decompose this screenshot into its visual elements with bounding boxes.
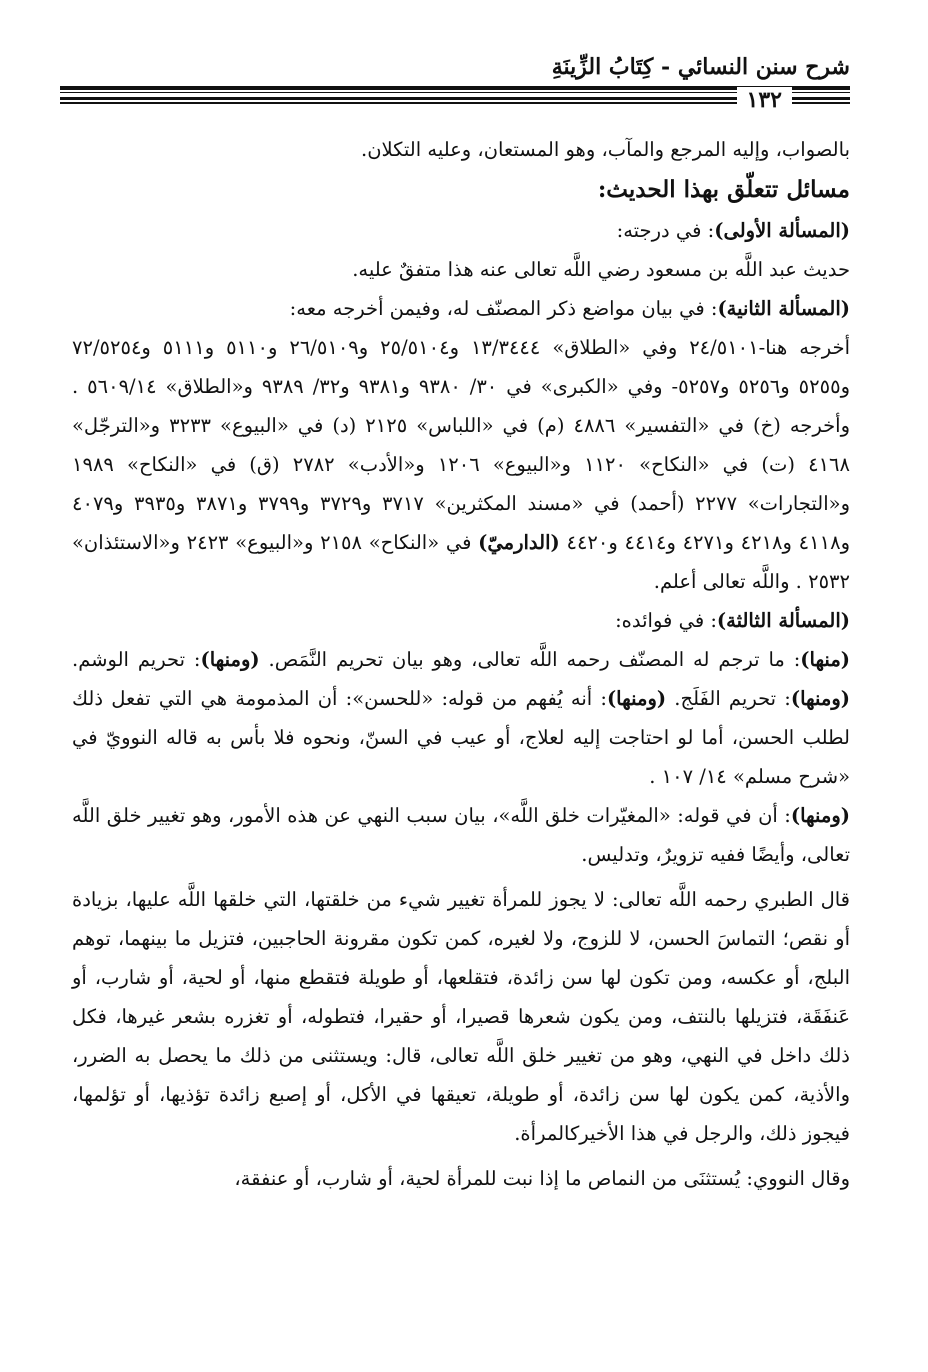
issue-one-title: : في درجته: xyxy=(616,219,715,242)
benefit-text: : أن في قوله: «المغيّرات خلق اللَّه»، بيان سبب النهي عن هذه الأمور، وهو تغيير خلق اللَّه تعالى، وأيضًا ففيه تزويرٌ، وتدليس. xyxy=(72,804,850,866)
tabari-quote: قال الطبري رحمه اللَّه تعالى: لا يجوز للمرأة تغيير شيء من خلقتها، التي خلقها اللَّه عليها، بزيادة أو نقص؛ التماسَ الحسن، لا للزوج، ولا لغيره، كمن تكون مقرونة الحاجبين، فتزيل ما بينهما، توهم البلج، أو عكسه، ومن تكون لها سن زائدة، فتقلعها، أو طويلة فتقطع منها، أو لحية، أو شارب، أو عَنفَقَة، فتزيلها بالنتف، ومن يكون شعرها قصيرا، أو حقيرا، فتطوله، أو تغزره بشعر غيرها، فكل ذلك داخل في النهي، وهو من تغيير خلق اللَّه تعالى، قال: ويستثنى من ذلك ما يحصل به الضرر، والأذية، كمن يكون لها سن زائدة، أو طويلة، تعيقها في الأكل، أو إصبع زائدة تؤذيها، أو تؤلمها، فيجوز ذلك، والرجل في هذا الأخيركالمرأة. xyxy=(72,888,850,1145)
issue-three-label: (المسألة الثالثة) xyxy=(716,609,850,632)
issue-one-body: حديث عبد اللَّه بن مسعود رضي اللَّه تعالى عنه هذا متفقٌ عليه. xyxy=(352,258,850,281)
page-body xyxy=(72,130,850,1198)
benefit-label: (ومنها) xyxy=(790,687,850,710)
benefit-paragraph-last xyxy=(72,796,850,874)
darimi-label: (الدارميّ) xyxy=(478,531,560,554)
benefit-text: : أنه يُفهم من قوله: «للحسن»: أن المذمومة هي التي تفعل ذلك لطلب الحسن، أما لو احتاجت إليه لعلاج، أو عيب في السنّ، ونحوه فلا بأس به قاله النوويّ في «شرح مسلم» ١٤/ ١٠٧ . xyxy=(72,687,850,788)
issue-two-label: (المسألة الثانية) xyxy=(717,297,850,320)
issue-two-body xyxy=(72,328,850,601)
issue-two-title: : في بيان مواضع ذكر المصنّف له، وفيمن أخرجه معه: xyxy=(289,297,718,320)
page-number-rule-right xyxy=(792,97,850,104)
issue-one xyxy=(72,211,850,250)
issue-two-references: أخرجه هنا-٢٤/٥١٠١ وفي «الطلاق» ١٣/٣٤٤٤ و٢٥/٥١٠٤ و٢٦/٥١٠٩ و٥١١٠ و٥١١١ و٧٢/٥٢٥٤ و٥٢٥٥ و٥٢٥٦ و٥٢٥٧- وفي «الكبرى» في ٣٠/ ٩٣٨٠ و٩٣٨١ و٣٢/ ٩٣٨٩ و«الطلاق» ٥٦٠٩/١٤ . وأخرجه (خ) في «التفسير» ٤٨٨٦ (م) في «اللباس» ٢١٢٥ (د) في «البيوع» ٣٢٣٣ و«الترجّل» ٤١٦٨ (ت) في «النكاح» ١١٢٠ و«البيوع» ١٢٠٦ و«الأدب» ٢٧٨٢ (ق) في «النكاح» ١٩٨٩ و«التجارات» ٢٢٧٧ (أحمد) في «مسند المكثرين» ٣٧١٧ و٣٧٢٩ و٣٧٩٩ و٣٨٧١ و٣٩٣٥ و٤٠٧٩ و٤١١٨ و٤٢١٨ و٤٢٧١ و٤٤١٤ و٤٤٢٠ xyxy=(72,336,851,554)
benefit-label: (ومنها) xyxy=(790,804,850,827)
page-number-rule-left xyxy=(60,97,737,104)
benefit-label: (منها) xyxy=(800,648,850,671)
page-number: ١٣٢ xyxy=(737,87,792,113)
paragraph-closing: بالصواب، وإليه المرجع والمآب، وهو المستعان، وعليه التكلان. xyxy=(361,138,850,161)
issue-one-label: (المسألة الأولى) xyxy=(714,219,850,242)
section-heading: مسائل تتعلّق بهذا الحديث: xyxy=(597,176,850,203)
issue-three-title: : في فوائده: xyxy=(615,609,717,632)
benefit-label: (ومنها) xyxy=(606,687,667,710)
page-number-bar xyxy=(60,87,850,113)
benefit-text: : ما ترجم له المصنّف رحمه اللَّه تعالى، وهو بيان تحريم النَّمَص. xyxy=(268,648,801,671)
benefit-label: (ومنها) xyxy=(200,648,260,671)
issue-three xyxy=(72,601,850,640)
running-header: شرح سنن النسائي - كِتَابُ الزِّينَةِ xyxy=(551,54,850,80)
benefits-paragraph xyxy=(72,640,850,796)
benefit-text: : تحريم الوشم. xyxy=(72,648,201,671)
issue-two xyxy=(72,289,850,328)
issue-two-references-end: في «النكاح» ٢١٥٨ و«البيوع» ٢٤٢٣ و«الاستئذان» ٢٥٣٢ . واللَّه تعالى أعلم. xyxy=(72,531,850,593)
benefit-text: : تحريم الفَلَج. xyxy=(674,687,791,710)
nawawi-quote: وقال النووي: يُستثنَى من النماص ما إذا نبت للمرأة لحية، أو شارب، أو عنفقة، xyxy=(234,1167,850,1190)
